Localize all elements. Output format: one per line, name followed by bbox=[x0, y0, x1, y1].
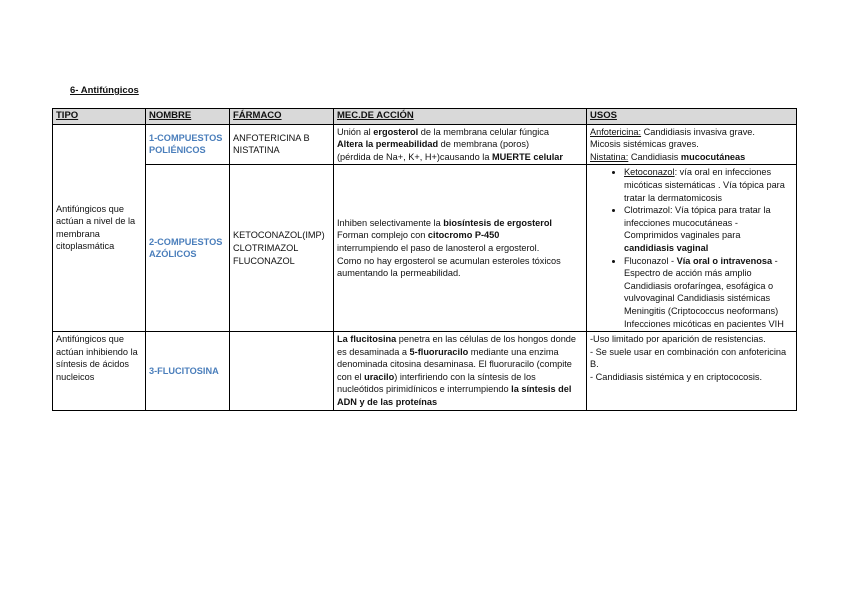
farmaco-cell bbox=[230, 124, 334, 165]
header-mec-accion: MEC.DE ACCIÓN bbox=[334, 109, 587, 125]
list-item: • Clotrimazol: Vía tópica para tratar la infecciones mucocutáneas - Comprimidos vaginales para candidiasis vaginal bbox=[624, 204, 793, 254]
mec-line: Forman complejo con citocromo P-450 bbox=[337, 230, 500, 241]
table-row bbox=[53, 332, 797, 411]
list-item: • Ketoconazol: vía oral en infecciones micóticas sistemáticas . Vía tópica para tratar la dermatomicosis bbox=[624, 166, 793, 204]
farmaco-item: KETOCONAZOL(IMP) bbox=[233, 230, 325, 241]
nombre-text: 2-COMPUESTOS AZÓLICOS bbox=[149, 236, 223, 260]
mec-line: Como no hay ergosterol se acumulan esteroles tóxicos aumentando la permeabilidad. bbox=[337, 255, 561, 279]
usos-cell bbox=[587, 332, 797, 411]
farmaco-item: FLUCONAZOL bbox=[233, 255, 295, 266]
nombre-cell bbox=[146, 165, 230, 332]
header-farmaco: FÁRMACO bbox=[230, 109, 334, 125]
mec-line: Inhiben selectivamente la biosíntesis de ergosterol bbox=[337, 217, 552, 228]
mec-cell bbox=[334, 165, 587, 332]
usos-line: Anfotericina: Candidiasis invasiva grave. bbox=[590, 126, 755, 137]
header-nombre: NOMBRE bbox=[146, 109, 230, 125]
usos-list bbox=[590, 166, 793, 330]
farmaco-cell bbox=[230, 332, 334, 411]
nombre-text: 1-COMPUESTOS POLIÉNICOS bbox=[149, 132, 223, 156]
mec-line: (pérdida de Na+, K+, H+)causando la MUERTE celular bbox=[337, 151, 563, 162]
farmaco-item: ANFOTERICINA B bbox=[233, 132, 310, 143]
table-row bbox=[53, 165, 797, 332]
tipo-cell bbox=[53, 332, 146, 411]
list-item: • Fluconazol - Vía oral o intravenosa - Espectro de acción más amplio Candidiasis orofaríngea, esofágica o vulvovaginal Candidiasis sistémicas Meningitis (Criptococcus neoformans) Infecciones micóticas en pacientes VIH bbox=[624, 255, 793, 331]
usos-cell bbox=[587, 124, 797, 165]
nombre-cell bbox=[146, 332, 230, 411]
usos-line: Micosis sistémicas graves. bbox=[590, 139, 699, 150]
nombre-cell bbox=[146, 124, 230, 165]
table-header-row bbox=[53, 109, 797, 125]
farmaco-item: CLOTRIMAZOL bbox=[233, 242, 299, 253]
table-row bbox=[53, 124, 797, 165]
mec-line: interrumpiendo el paso de lanosterol a ergosterol. bbox=[337, 242, 540, 253]
mec-cell bbox=[334, 124, 587, 165]
usos-line: -Uso limitado por aparición de resistencias. bbox=[590, 334, 766, 345]
section-title: 6- Antifúngicos bbox=[70, 85, 139, 96]
farmaco-item: NISTATINA bbox=[233, 145, 280, 156]
nombre-text: 3-FLUCITOSINA bbox=[149, 365, 219, 376]
usos-cell bbox=[587, 165, 797, 332]
tipo-text: Antifúngicos que actúan inhibiendo la síntesis de ácidos nucleicos bbox=[56, 334, 138, 382]
header-usos: USOS bbox=[587, 109, 797, 125]
usos-line: - Candidiasis sistémica y en criptococosis. bbox=[590, 371, 763, 382]
tipo-cell bbox=[53, 124, 146, 332]
mec-line: Altera la permeabilidad de membrana (poros) bbox=[337, 139, 530, 150]
mec-line: Unión al ergosterol de la membrana celular fúngica bbox=[337, 126, 549, 137]
tipo-text: Antifúngicos que actúan a nivel de la membrana citoplasmática bbox=[56, 203, 136, 252]
farmaco-cell bbox=[230, 165, 334, 332]
usos-line: - Se suele usar en combinación con anfotericina B. bbox=[590, 346, 787, 370]
usos-line: Nistatina: Candidiasis mucocutáneas bbox=[590, 151, 746, 162]
mec-cell: La flucitosina penetra en las células de los hongos donde es desaminada a 5-fluoruracilo mediante una enzima denominada citosina desaminasa. El fluoruracilo (compite con el uracilo) interfiriendo con la síntesis de los nucleótidos pirimidínicos e interrumpiendo la síntesis del ADN y de las proteínas bbox=[334, 332, 587, 411]
antifungal-table bbox=[52, 108, 797, 411]
header-tipo: TIPO bbox=[53, 109, 146, 125]
